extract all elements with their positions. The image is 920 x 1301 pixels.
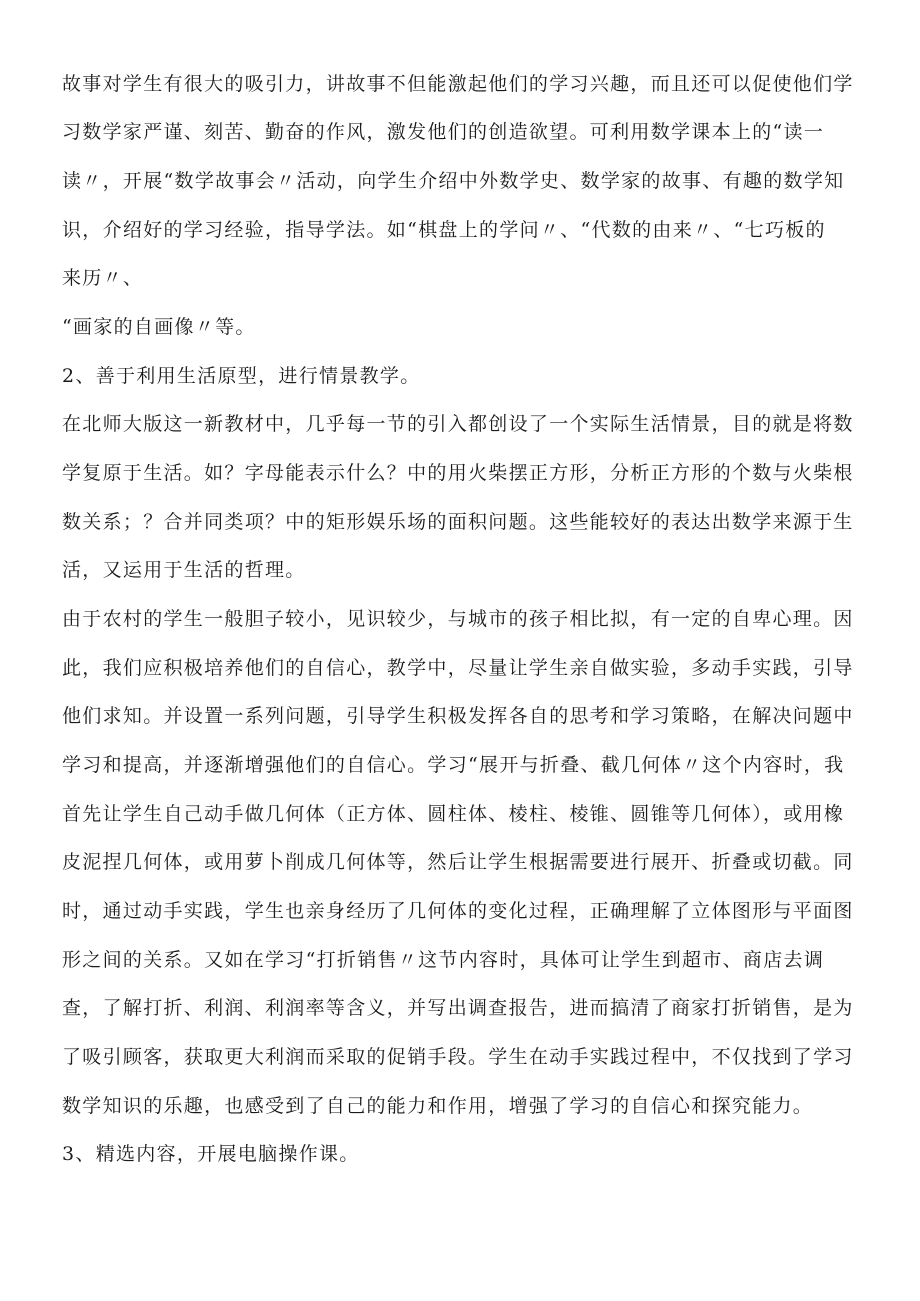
paragraph-line: 在北师大版这一新教材中，几乎每一节的引入都创设了一个实际生活情景，目的就是将数 bbox=[62, 413, 854, 435]
paragraph-line: 数关系；？合并同类项？中的矩形娱乐场的面积问题。这些能较好的表达出数学来源于生 bbox=[62, 511, 854, 533]
paragraph-line: 他们求知。并设置一系列问题，引导学生积极发挥各自的思考和学习策略，在解决问题中 bbox=[62, 705, 854, 727]
paragraph-line: 形之间的关系。又如在学习“打折销售〃这节内容时，具体可让学生到超市、商店去调 bbox=[62, 949, 825, 971]
paragraph-line: 识，介绍好的学习经验，指导学法。如“棋盘上的学问〃、“代数的由来〃、“七巧板的 bbox=[62, 219, 826, 241]
paragraph-line: 数学知识的乐趣，也感受到了自己的能力和作用，增强了学习的自信心和探究能力。 bbox=[62, 1095, 814, 1117]
paragraph-line: 来历〃、 bbox=[62, 267, 144, 289]
section-heading: 2、善于利用生活原型，进行情景教学。 bbox=[62, 365, 421, 387]
paragraph-line: 由于农村的学生一般胆子较小，见识较少，与城市的孩子相比拟，有一定的自卑心理。因 bbox=[62, 608, 854, 630]
paragraph-line: 活，又运用于生活的哲理。 bbox=[62, 559, 306, 581]
section-heading: 3、精选内容，开展电脑操作课。 bbox=[62, 1143, 360, 1165]
paragraph-line: “画家的自画像〃等。 bbox=[62, 316, 256, 338]
paragraph-line: 故事对学生有很大的吸引力，讲故事不但能激起他们的学习兴趣，而且还可以促使他们学 bbox=[62, 73, 854, 95]
paragraph-line: 此，我们应积极培养他们的自信心，教学中，尽量让学生亲自做实验，多动手实践，引导 bbox=[62, 657, 854, 679]
paragraph-line: 时，通过动手实践，学生也亲身经历了几何体的变化过程，正确理解了立体图形与平面图 bbox=[62, 900, 854, 922]
paragraph-line: 首先让学生自己动手做几何体（正方体、圆柱体、棱柱、棱锥、圆锥等几何体），或用橡 bbox=[62, 803, 845, 825]
paragraph-line: 学复原于生活。如？字母能表示什么？中的用火柴摆正方形，分析正方形的个数与火柴根 bbox=[62, 462, 854, 484]
paragraph-line: 学习和提高，并逐渐增强他们的自信心。学习“展开与折叠、截几何体〃这个内容时，我 bbox=[62, 754, 845, 776]
paragraph-line: 了吸引顾客，获取更大利润而采取的促销手段。学生在动手实践过程中，不仅找到了学习 bbox=[62, 1046, 854, 1068]
paragraph-line: 查，了解打折、利润、利润率等含义，并写出调查报告，进而搞清了商家打折销售，是为 bbox=[62, 997, 854, 1019]
paragraph-line: 读〃，开展“数学故事会〃活动，向学生介绍中外数学史、数学家的故事、有趣的数学知 bbox=[62, 170, 845, 192]
paragraph-line: 皮泥捏几何体，或用萝卜削成几何体等，然后让学生根据需要进行展开、折叠或切截。同 bbox=[62, 851, 854, 873]
paragraph-line: 习数学家严谨、刻苦、勤奋的作风，激发他们的创造欲望。可利用数学课本上的“读一 bbox=[62, 121, 825, 143]
